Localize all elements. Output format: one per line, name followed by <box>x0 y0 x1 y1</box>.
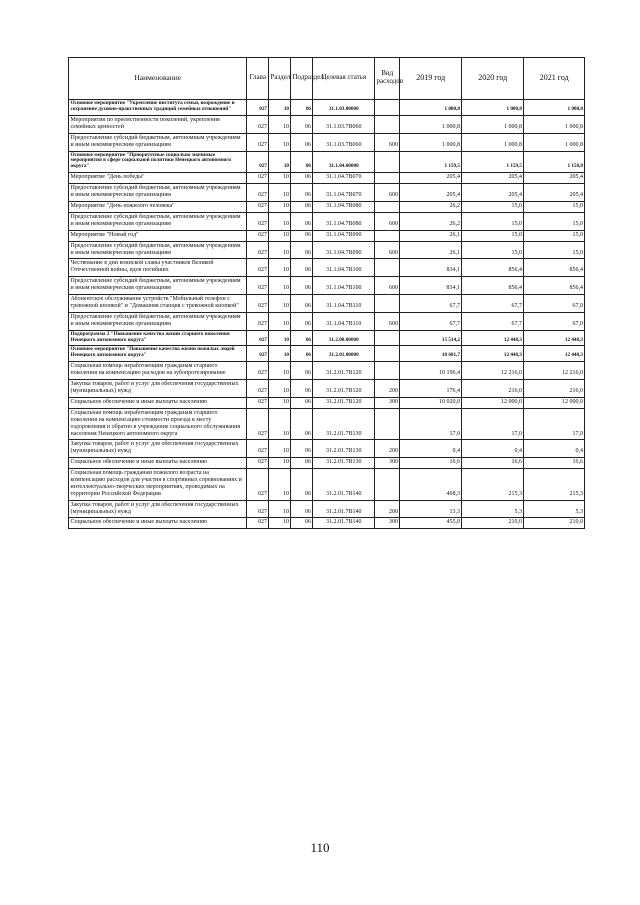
table-row <box>69 500 585 518</box>
cell-2020: 215,3 <box>462 469 524 501</box>
cell-2020: 12 216,0 <box>462 362 524 380</box>
cell-article: 31.1.04.7В110 <box>313 294 375 312</box>
cell-expense-type <box>375 259 400 277</box>
cell-chapter: 027 <box>247 397 269 408</box>
table-row <box>69 469 585 501</box>
cell-chapter: 027 <box>247 312 269 330</box>
cell-expense-type: 200 <box>375 500 400 518</box>
cell-2021: 12 448,3 <box>524 346 585 362</box>
cell-article: 31.1.03.7В060 <box>313 115 375 133</box>
cell-article: 31.2.01.7В140 <box>313 500 375 518</box>
cell-name: Закупка товаров, работ и услуг для обеспечения государственных (муниципальных) нужд <box>69 380 247 398</box>
cell-2019: 1 000,8 <box>400 100 462 116</box>
cell-section: 10 <box>269 458 291 469</box>
cell-name: Мероприятие "Новый год" <box>69 230 247 241</box>
cell-article: 31.1.04.7В080 <box>313 202 375 213</box>
cell-name: Предоставление субсидий бюджетным, автономным учреждениям и иным некоммерческим организациям <box>69 133 247 151</box>
cell-expense-type: 200 <box>375 380 400 398</box>
cell-2020: 15,0 <box>462 212 524 230</box>
cell-expense-type: 200 <box>375 440 400 458</box>
table-row <box>69 458 585 469</box>
cell-2019: 26,1 <box>400 241 462 259</box>
cell-2020: 1 159,5 <box>462 151 524 173</box>
cell-article: 31.2.00.00000 <box>313 330 375 346</box>
cell-name: Основное мероприятие "Приоритетные социально значимые мероприятия в сфере социальной политики Ненецкого автономного округа" <box>69 151 247 173</box>
page-number: 110 <box>310 840 330 855</box>
cell-section: 10 <box>269 241 291 259</box>
cell-article: 31.1.04.7В110 <box>313 312 375 330</box>
cell-subsection: 06 <box>291 346 313 362</box>
cell-name: Социальное обеспечение и иные выплаты населению <box>69 397 247 408</box>
table-row <box>69 330 585 346</box>
cell-subsection: 06 <box>291 184 313 202</box>
cell-2020: 205,4 <box>462 184 524 202</box>
header-subsection: Подраздел <box>291 58 313 100</box>
cell-chapter: 027 <box>247 518 269 529</box>
cell-subsection: 06 <box>291 397 313 408</box>
cell-subsection: 06 <box>291 518 313 529</box>
cell-section: 10 <box>269 212 291 230</box>
cell-2020: 856,4 <box>462 277 524 295</box>
cell-section: 10 <box>269 277 291 295</box>
cell-2020: 15,0 <box>462 230 524 241</box>
cell-name: Предоставление субсидий бюджетным, автономным учреждениям и иным некоммерческим организациям <box>69 212 247 230</box>
cell-2021: 1 000,8 <box>524 100 585 116</box>
cell-chapter: 027 <box>247 202 269 213</box>
header-expense-type: Вид расходов <box>375 58 400 100</box>
table-row <box>69 133 585 151</box>
header-section: Раздел <box>269 58 291 100</box>
table-row <box>69 151 585 173</box>
table-body <box>69 100 585 529</box>
cell-expense-type: 300 <box>375 518 400 529</box>
cell-article: 31.1.03.00000 <box>313 100 375 116</box>
cell-section: 10 <box>269 469 291 501</box>
cell-name: Основное мероприятие "Повышение качества жизни пожилых людей Ненецкого автономного округа" <box>69 346 247 362</box>
cell-name: Основное мероприятие "Укрепление института семьи, возрождение и сохранение духовно-нравственных традиций семейных отношений" <box>69 100 247 116</box>
cell-2019: 16,6 <box>400 458 462 469</box>
cell-2020: 67,7 <box>462 294 524 312</box>
cell-chapter: 027 <box>247 440 269 458</box>
cell-section: 10 <box>269 100 291 116</box>
header-row <box>69 58 585 100</box>
cell-chapter: 027 <box>247 115 269 133</box>
cell-expense-type <box>375 151 400 173</box>
cell-2019: 10 196,4 <box>400 362 462 380</box>
cell-2019: 455,0 <box>400 518 462 529</box>
cell-chapter: 027 <box>247 408 269 440</box>
cell-name: Социальная помощь неработающим гражданам старшего поколения на компенсацию расходов на зубопротезирование <box>69 362 247 380</box>
cell-article: 31.1.04.7В070 <box>313 173 375 184</box>
cell-2019: 26,2 <box>400 202 462 213</box>
cell-chapter: 027 <box>247 184 269 202</box>
cell-2020: 1 000,8 <box>462 115 524 133</box>
cell-subsection: 06 <box>291 259 313 277</box>
cell-subsection: 06 <box>291 212 313 230</box>
cell-section: 10 <box>269 362 291 380</box>
cell-section: 10 <box>269 440 291 458</box>
cell-chapter: 027 <box>247 259 269 277</box>
cell-expense-type: 600 <box>375 277 400 295</box>
table-row <box>69 440 585 458</box>
cell-2019: 10 020,0 <box>400 397 462 408</box>
table-row <box>69 100 585 116</box>
cell-subsection: 06 <box>291 277 313 295</box>
cell-chapter: 027 <box>247 230 269 241</box>
cell-subsection: 06 <box>291 469 313 501</box>
cell-2019: 834,1 <box>400 259 462 277</box>
cell-2021: 12 216,0 <box>524 362 585 380</box>
cell-subsection: 06 <box>291 202 313 213</box>
table-row <box>69 408 585 440</box>
cell-2019: 13,3 <box>400 500 462 518</box>
cell-2020: 210,0 <box>462 518 524 529</box>
cell-2021: 856,4 <box>524 259 585 277</box>
cell-2021: 12 448,3 <box>524 330 585 346</box>
header-article: Целевая статья <box>313 58 375 100</box>
table-row <box>69 346 585 362</box>
table-row <box>69 230 585 241</box>
cell-section: 10 <box>269 115 291 133</box>
cell-name: Социальное обеспечение и иные выплаты населению <box>69 458 247 469</box>
cell-name: Закупка товаров, работ и услуг для обеспечения государственных (муниципальных) нужд <box>69 500 247 518</box>
cell-section: 10 <box>269 184 291 202</box>
cell-2021: 1 000,8 <box>524 133 585 151</box>
cell-expense-type <box>375 230 400 241</box>
cell-expense-type: 600 <box>375 241 400 259</box>
cell-subsection: 06 <box>291 380 313 398</box>
table-row <box>69 277 585 295</box>
cell-expense-type <box>375 469 400 501</box>
cell-2019: 67,7 <box>400 294 462 312</box>
cell-2020: 205,4 <box>462 173 524 184</box>
cell-chapter: 027 <box>247 241 269 259</box>
cell-2021: 1 000,8 <box>524 115 585 133</box>
cell-article: 31.2.01.7В120 <box>313 397 375 408</box>
cell-article: 31.1.04.7В090 <box>313 230 375 241</box>
cell-name: Закупка товаров, работ и услуг для обеспечения государственных (муниципальных) нужд <box>69 440 247 458</box>
cell-expense-type <box>375 346 400 362</box>
header-2019: 2019 год <box>400 58 462 100</box>
cell-name: Социальная помощь гражданам пожилого возраста на компенсацию расходов для участия в спортивных соревнованиях и интеллектуально-творческих мероприятиях, проводимых на территории Российской Федерации <box>69 469 247 501</box>
header-name: Наименование <box>69 58 247 100</box>
cell-article: 31.1.04.7В100 <box>313 259 375 277</box>
cell-2020: 16,6 <box>462 458 524 469</box>
cell-2020: 12 000,0 <box>462 397 524 408</box>
cell-name: Подпрограмма 2 "Повышение качества жизни старшего поколения Ненецкого автономного округа" <box>69 330 247 346</box>
cell-section: 10 <box>269 380 291 398</box>
table-row <box>69 212 585 230</box>
cell-section: 10 <box>269 518 291 529</box>
header-2020: 2020 год <box>462 58 524 100</box>
cell-2019: 67,7 <box>400 312 462 330</box>
table-row <box>69 115 585 133</box>
cell-subsection: 06 <box>291 330 313 346</box>
cell-2021: 856,4 <box>524 277 585 295</box>
cell-2020: 12 448,3 <box>462 346 524 362</box>
cell-name: Предоставление субсидий бюджетным, автономным учреждениям и иным некоммерческим организациям <box>69 312 247 330</box>
cell-2019: 17,0 <box>400 408 462 440</box>
cell-expense-type <box>375 100 400 116</box>
cell-subsection: 06 <box>291 440 313 458</box>
cell-expense-type <box>375 362 400 380</box>
cell-chapter: 027 <box>247 277 269 295</box>
cell-section: 10 <box>269 202 291 213</box>
cell-chapter: 027 <box>247 212 269 230</box>
cell-name: Предоставление субсидий бюджетным, автономным учреждениям и иным некоммерческим организациям <box>69 241 247 259</box>
cell-article: 31.1.04.7В100 <box>313 277 375 295</box>
cell-2020: 1 000,8 <box>462 133 524 151</box>
cell-section: 10 <box>269 151 291 173</box>
cell-2019: 15 514,2 <box>400 330 462 346</box>
cell-2019: 0,4 <box>400 440 462 458</box>
cell-2020: 15,0 <box>462 202 524 213</box>
cell-expense-type: 600 <box>375 184 400 202</box>
cell-2020: 216,0 <box>462 380 524 398</box>
cell-2019: 468,3 <box>400 469 462 501</box>
cell-subsection: 06 <box>291 458 313 469</box>
cell-expense-type <box>375 294 400 312</box>
cell-subsection: 06 <box>291 362 313 380</box>
cell-section: 10 <box>269 173 291 184</box>
cell-section: 10 <box>269 397 291 408</box>
cell-subsection: 06 <box>291 230 313 241</box>
cell-chapter: 027 <box>247 133 269 151</box>
cell-2019: 834,1 <box>400 277 462 295</box>
cell-article: 31.2.01.7В140 <box>313 518 375 529</box>
cell-chapter: 027 <box>247 500 269 518</box>
cell-subsection: 06 <box>291 173 313 184</box>
cell-chapter: 027 <box>247 330 269 346</box>
cell-chapter: 027 <box>247 458 269 469</box>
cell-expense-type: 300 <box>375 397 400 408</box>
cell-2020: 1 000,8 <box>462 100 524 116</box>
cell-chapter: 027 <box>247 151 269 173</box>
cell-expense-type: 600 <box>375 133 400 151</box>
cell-section: 10 <box>269 330 291 346</box>
cell-2019: 205,4 <box>400 184 462 202</box>
cell-article: 31.2.01.00000 <box>313 346 375 362</box>
cell-section: 10 <box>269 259 291 277</box>
table-row <box>69 397 585 408</box>
cell-2019: 1 159,5 <box>400 151 462 173</box>
cell-2021: 67,0 <box>524 312 585 330</box>
cell-2021: 67,0 <box>524 294 585 312</box>
cell-name: Мероприятие "День пожилого человека" <box>69 202 247 213</box>
table-row <box>69 380 585 398</box>
cell-2020: 12 448,3 <box>462 330 524 346</box>
cell-2021: 17,0 <box>524 408 585 440</box>
cell-2021: 0,4 <box>524 440 585 458</box>
cell-chapter: 027 <box>247 346 269 362</box>
cell-2019: 176,4 <box>400 380 462 398</box>
cell-2021: 15,0 <box>524 212 585 230</box>
cell-article: 31.2.01.7В140 <box>313 469 375 501</box>
cell-article: 31.1.04.7В090 <box>313 241 375 259</box>
cell-2019: 1 000,8 <box>400 115 462 133</box>
cell-2019: 205,4 <box>400 173 462 184</box>
cell-2021: 15,0 <box>524 241 585 259</box>
cell-expense-type <box>375 202 400 213</box>
cell-section: 10 <box>269 346 291 362</box>
table-row <box>69 259 585 277</box>
cell-section: 10 <box>269 230 291 241</box>
cell-section: 10 <box>269 133 291 151</box>
table-row <box>69 184 585 202</box>
cell-article: 31.2.01.7В130 <box>313 458 375 469</box>
cell-subsection: 06 <box>291 241 313 259</box>
cell-2021: 215,3 <box>524 469 585 501</box>
cell-expense-type <box>375 115 400 133</box>
cell-expense-type: 600 <box>375 312 400 330</box>
cell-2020: 0,4 <box>462 440 524 458</box>
cell-name: Социальная помощь неработающим гражданам старшего поколения на компенсацию стоимости проезда к месту оздоровления и обратно в учреждение социального обслуживания населения Ненецкого автономного округа <box>69 408 247 440</box>
cell-article: 31.1.03.7В060 <box>313 133 375 151</box>
cell-2021: 205,4 <box>524 173 585 184</box>
cell-name: Предоставление субсидий бюджетным, автономным учреждениям и иным некоммерческим организациям <box>69 184 247 202</box>
cell-2021: 16,6 <box>524 458 585 469</box>
cell-subsection: 06 <box>291 115 313 133</box>
cell-section: 10 <box>269 408 291 440</box>
cell-subsection: 06 <box>291 294 313 312</box>
cell-2019: 1 000,8 <box>400 133 462 151</box>
cell-name: Чествование в дни воинской славы участников Великой Отечественной войны, вдов погибших <box>69 259 247 277</box>
cell-2021: 210,0 <box>524 518 585 529</box>
cell-chapter: 027 <box>247 173 269 184</box>
table-row <box>69 241 585 259</box>
cell-article: 31.1.04.7В080 <box>313 212 375 230</box>
cell-expense-type <box>375 173 400 184</box>
cell-article: 31.2.01.7В120 <box>313 380 375 398</box>
cell-subsection: 06 <box>291 151 313 173</box>
cell-2021: 15,0 <box>524 202 585 213</box>
table-row <box>69 202 585 213</box>
table-row <box>69 362 585 380</box>
cell-expense-type: 600 <box>375 212 400 230</box>
cell-section: 10 <box>269 294 291 312</box>
cell-section: 10 <box>269 312 291 330</box>
cell-2019: 26,2 <box>400 212 462 230</box>
cell-2019: 26,1 <box>400 230 462 241</box>
cell-2019: 10 681,7 <box>400 346 462 362</box>
cell-chapter: 027 <box>247 294 269 312</box>
cell-2020: 856,4 <box>462 259 524 277</box>
cell-name: Мероприятие "День победы" <box>69 173 247 184</box>
cell-subsection: 06 <box>291 100 313 116</box>
cell-name: Абонентское обслуживание устройств "Мобильный телефон с тревожной кнопкой" и "Домашняя станция с тревожной кнопкой" <box>69 294 247 312</box>
cell-article: 31.1.04.00000 <box>313 151 375 173</box>
cell-article: 31.2.01.7В130 <box>313 440 375 458</box>
cell-expense-type: 300 <box>375 458 400 469</box>
table-row <box>69 294 585 312</box>
cell-article: 31.1.04.7В070 <box>313 184 375 202</box>
table-row <box>69 518 585 529</box>
cell-chapter: 027 <box>247 100 269 116</box>
cell-2021: 205,4 <box>524 184 585 202</box>
budget-table <box>68 57 585 529</box>
cell-2020: 17,0 <box>462 408 524 440</box>
cell-subsection: 06 <box>291 500 313 518</box>
cell-article: 31.2.01.7В130 <box>313 408 375 440</box>
cell-chapter: 027 <box>247 362 269 380</box>
table-row <box>69 173 585 184</box>
cell-2020: 15,0 <box>462 241 524 259</box>
cell-chapter: 027 <box>247 469 269 501</box>
cell-article: 31.2.01.7В120 <box>313 362 375 380</box>
cell-2021: 15,0 <box>524 230 585 241</box>
cell-expense-type <box>375 408 400 440</box>
cell-2020: 67,7 <box>462 312 524 330</box>
cell-2020: 5,3 <box>462 500 524 518</box>
header-chapter: Глава <box>247 58 269 100</box>
cell-section: 10 <box>269 500 291 518</box>
cell-subsection: 06 <box>291 312 313 330</box>
cell-2021: 216,0 <box>524 380 585 398</box>
cell-2021: 5,3 <box>524 500 585 518</box>
cell-name: Социальное обеспечение и иные выплаты населению <box>69 518 247 529</box>
cell-expense-type <box>375 330 400 346</box>
cell-subsection: 06 <box>291 133 313 151</box>
cell-name: Предоставление субсидий бюджетным, автономным учреждениям и иным некоммерческим организациям <box>69 277 247 295</box>
header-2021: 2021 год <box>524 58 585 100</box>
cell-subsection: 06 <box>291 408 313 440</box>
cell-name: Мероприятия по преемственности поколений, укрепления семейных ценностей <box>69 115 247 133</box>
cell-2021: 1 158,8 <box>524 151 585 173</box>
cell-chapter: 027 <box>247 380 269 398</box>
cell-2021: 12 000,0 <box>524 397 585 408</box>
table-row <box>69 312 585 330</box>
